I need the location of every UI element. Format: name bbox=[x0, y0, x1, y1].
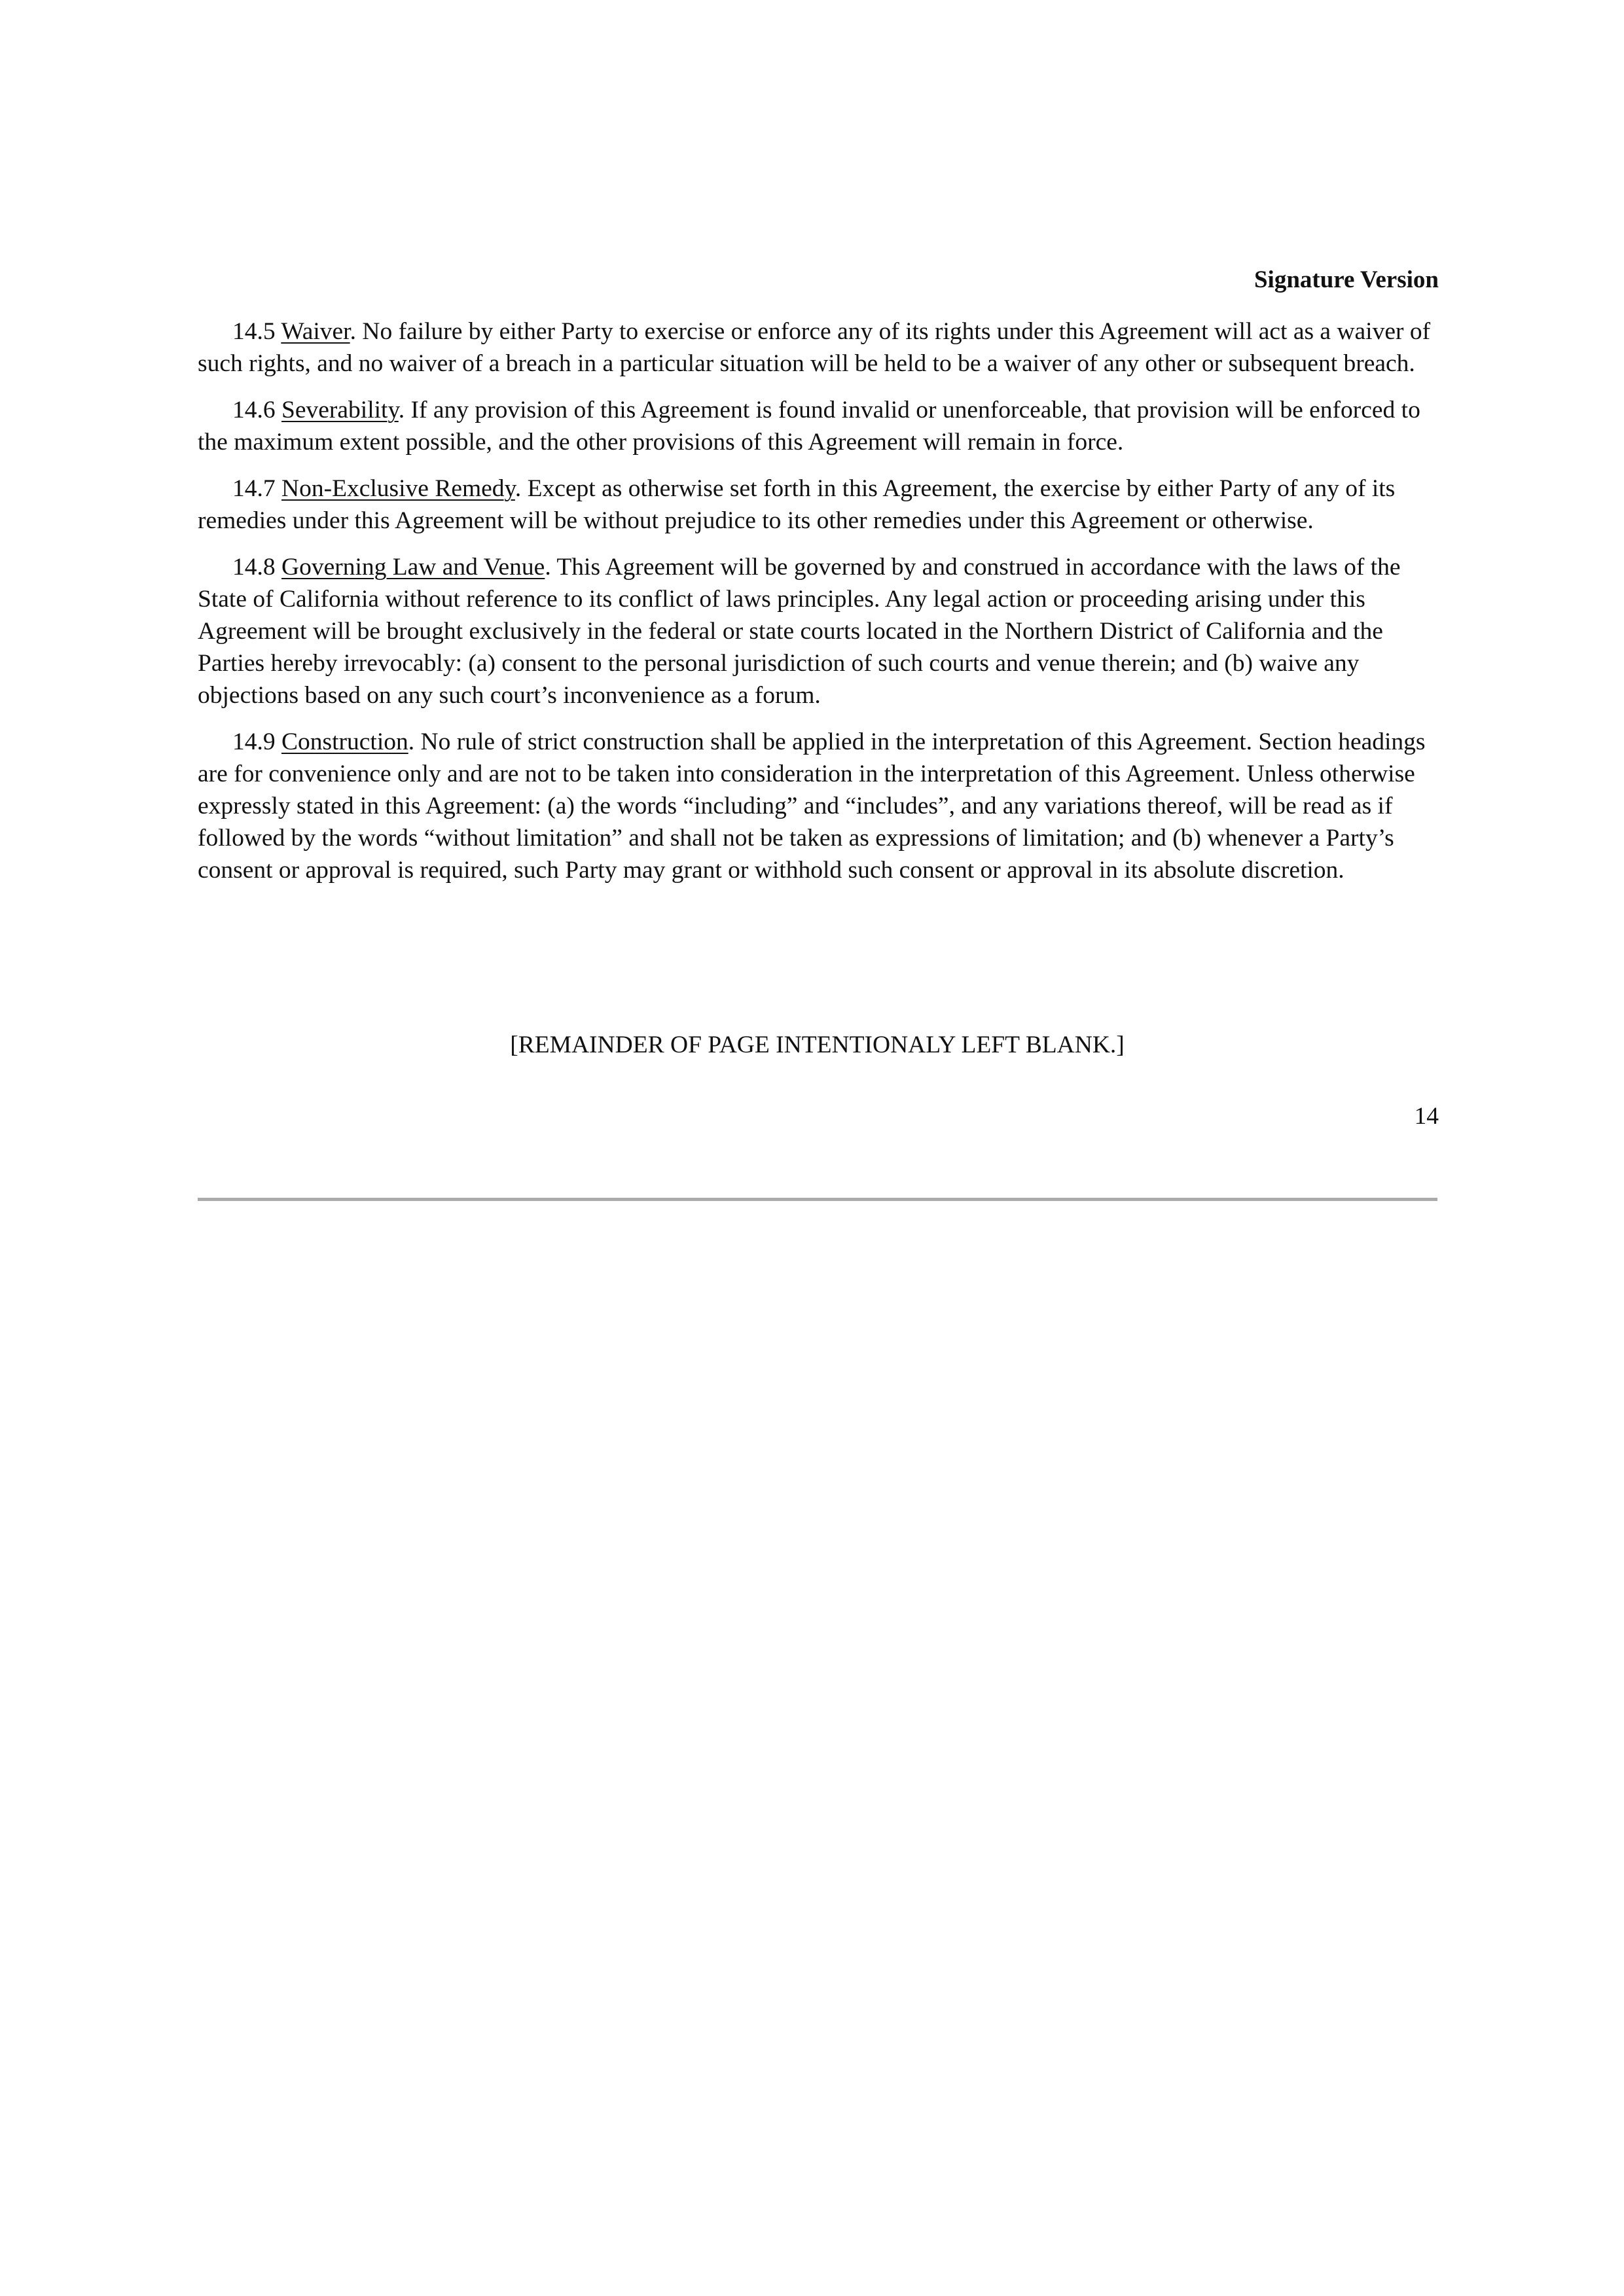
section-text: . If any provision of this Agreement is found invalid or unenforceable, that provision will be enforced to the maximum extent possible, and the other provisions of this Agreement will remain in force. bbox=[198, 397, 1420, 456]
section-title: Governing Law and Venue bbox=[281, 554, 545, 581]
section-14-7 bbox=[198, 473, 1437, 537]
section-number: 14.5 bbox=[232, 318, 276, 345]
page-divider bbox=[198, 1198, 1437, 1201]
section-title: Waiver bbox=[281, 318, 350, 345]
section-number: 14.7 bbox=[232, 475, 276, 502]
page-number: 14 bbox=[1414, 1103, 1439, 1130]
section-text: . This Agreement will be governed by and construed in accordance with the laws of the State of California without reference to its conflict of laws principles. Any legal action or proceeding arising under this Agreement will be brought exclusively in the federal or state courts located in the Northern District of California and the Parties hereby irrevocably: (a) consent to the personal jurisdiction of such courts and venue therein; and (b) waive any objections based on any such court’s inconvenience as a forum. bbox=[198, 554, 1401, 709]
section-14-5 bbox=[198, 315, 1437, 380]
section-title: Non-Exclusive Remedy bbox=[281, 475, 515, 502]
section-text: . No rule of strict construction shall be applied in the interpretation of this Agreement. Section headings are for convenience only and are not to be taken into consideration in the interpretation of this Agreement. Unless otherwise expressly stated in this Agreement: (a) the words “including” and “includes”, and any variations thereof, will be read as if followed by the words “without limitation” and shall not be taken as expressions of limitation; and (b) whenever a Party’s consent or approval is required, such Party may grant or withhold such consent or approval in its absolute discretion. bbox=[198, 728, 1426, 884]
section-title: Construction bbox=[281, 728, 408, 755]
section-number: 14.9 bbox=[232, 728, 276, 755]
section-number: 14.6 bbox=[232, 397, 276, 423]
section-number: 14.8 bbox=[232, 554, 276, 581]
section-14-6 bbox=[198, 394, 1437, 458]
section-14-8 bbox=[198, 551, 1437, 711]
section-text: . Except as otherwise set forth in this Agreement, the exercise by either Party of any of its remedies under this Agreement will be without prejudice to its other remedies under this Agreement or otherwise. bbox=[198, 475, 1396, 534]
document-version-label: Signature Version bbox=[1254, 266, 1439, 293]
remainder-notice: [REMAINDER OF PAGE INTENTIONALY LEFT BLANK.] bbox=[510, 1031, 1125, 1058]
section-title: Severability bbox=[281, 397, 399, 423]
section-14-9 bbox=[198, 726, 1437, 886]
section-text: . No failure by either Party to exercise or enforce any of its rights under this Agreement will act as a waiver of such rights, and no waiver of a breach in a particular situation will be held to be a waiver of any other or subsequent breach. bbox=[198, 318, 1431, 377]
document-body bbox=[198, 315, 1437, 901]
